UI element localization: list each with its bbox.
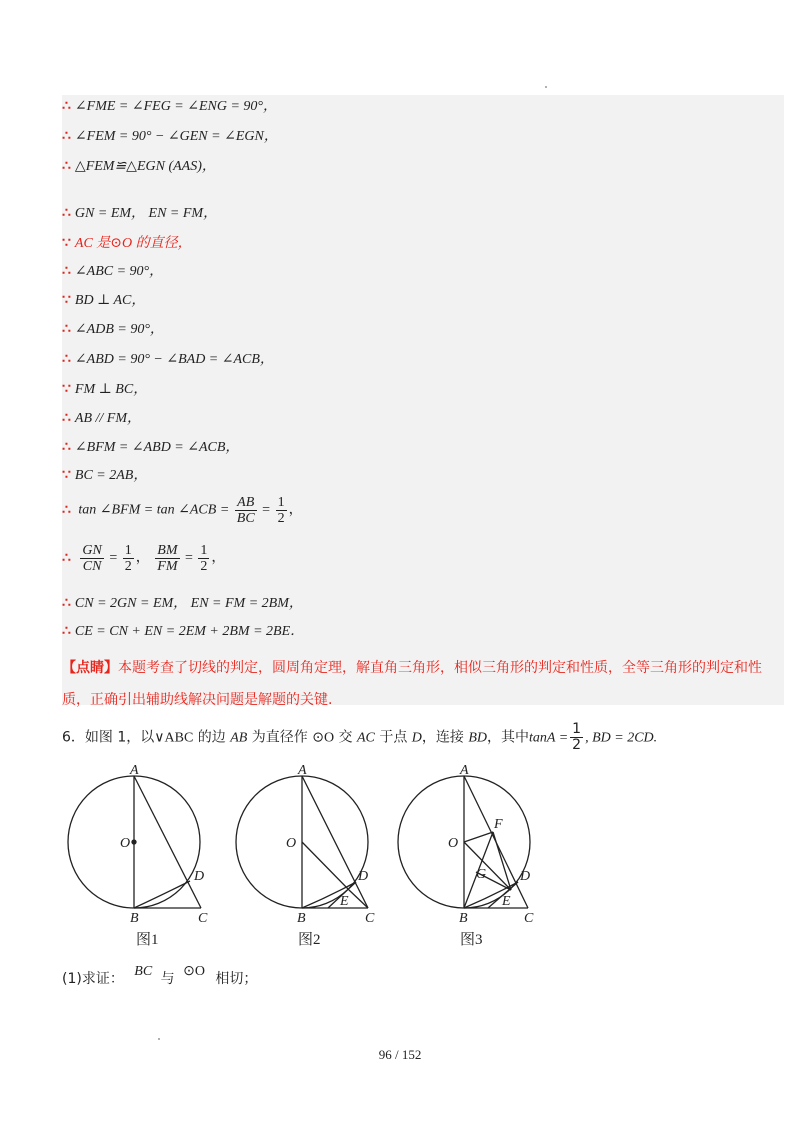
figure-2 (236, 776, 368, 908)
therefore-symbol: ∴ (62, 440, 71, 455)
proof-line (62, 410, 141, 428)
therefore-symbol: ∵ (62, 468, 71, 483)
solution-panel (62, 95, 784, 708)
fraction-gn-cn: $\frac{GN}{CN}$ (82, 543, 102, 574)
svg-text:C: C (365, 911, 375, 926)
therefore-symbol: ∴ (62, 206, 71, 221)
proof-line (62, 263, 163, 281)
svg-text:B: B (297, 911, 306, 926)
therefore-symbol: ∴ (62, 159, 71, 174)
figure-3-labels (448, 763, 534, 948)
geometry-figures (66, 762, 546, 952)
caption-fig1: 图1 (136, 932, 159, 948)
svg-text:E: E (340, 894, 349, 909)
label-b: B (130, 911, 139, 926)
proof-text: FM ⊥ BC， (74, 382, 148, 397)
segment-bd (134, 881, 190, 908)
therefore-symbol: ∴ (62, 264, 71, 279)
proof-text: ∠ADB = 90°， (74, 322, 164, 337)
tan-expression: tan ∠BFM = tan ∠ACB = (78, 502, 230, 518)
proof-text: ∠ABD = 90° − ∠BAD = ∠ACB， (74, 352, 274, 367)
svg-text:F: F (494, 817, 503, 832)
therefore-symbol: ∴ (62, 624, 71, 639)
comment-note (62, 652, 778, 716)
figure-1-labels (120, 763, 208, 948)
proof-line (62, 439, 239, 457)
svg-text:图2: 图2 (298, 932, 321, 948)
therefore-symbol: ∴ (62, 596, 71, 611)
proof-text: ∠FME = ∠FEG = ∠ENG = 90°， (74, 99, 278, 114)
fraction-1-2: $\frac{1}{2}$ (277, 495, 285, 526)
proof-line (62, 235, 192, 253)
final-text: CE = CN + EN = 2EM + 2BM = 2BE． (74, 624, 305, 639)
therefore-symbol: ∴ (62, 352, 71, 367)
figure-1 (68, 776, 201, 908)
final-line (62, 595, 303, 613)
proof-line (62, 158, 216, 176)
fraction-ab-bc: $\frac{AB}{BC}$ (236, 495, 255, 526)
therefore-symbol: ∴ (62, 99, 71, 114)
proof-line (62, 321, 164, 339)
center-point (132, 840, 136, 844)
fraction-tan: $\frac{1}{2}$ (572, 721, 582, 753)
proof-line (62, 205, 217, 223)
svg-text:D: D (520, 869, 531, 884)
fraction-half-2: $\frac{1}{2}$ (200, 543, 208, 574)
fraction-half-1: $\frac{1}{2}$ (124, 543, 132, 574)
proof-text: △FEM≌△EGN (AAS)， (74, 159, 216, 174)
label-c: C (198, 911, 208, 926)
svg-text:O: O (448, 836, 459, 851)
question-6: 6．如图 1，以∨ABC 的边 AB 为直径作 ⊙O 交 AC 于点 D，连接 BD，其中tanA = $\frac{1}{2}$ , BD = 2CD. (62, 721, 658, 753)
proof-text: ∠ABC = 90°， (74, 264, 164, 279)
svg-text:A: A (460, 763, 469, 778)
comment-text: 本题考查了切线的判定，圆周角定理，解直角三角形，相似三角形的判定和性质，全等三角形的判定和性质，正确引出辅助线解决问题是解题的关键. (62, 660, 762, 708)
svg-text:O: O (286, 836, 297, 851)
segment-ac (134, 776, 201, 908)
therefore-symbol: ∵ (62, 293, 71, 308)
figure-2-labels (286, 763, 375, 948)
proof-line (62, 381, 147, 399)
comment-tag: 【点睛】 (62, 660, 118, 676)
label-o: O (120, 836, 131, 851)
therefore-symbol: ∵ (62, 382, 71, 397)
proof-text: AC 是⊙O 的直径， (74, 236, 192, 251)
final-line (62, 623, 304, 641)
svg-text:B: B (459, 911, 468, 926)
proof-text: BC = 2AB， (74, 468, 148, 483)
figure-3 (398, 776, 530, 908)
svg-text:C: C (524, 911, 534, 926)
final-text: CN = 2GN = EM， EN = FM = 2BM， (74, 596, 303, 611)
proof-text: ∠FEM = 90° − ∠GEN = ∠EGN， (74, 129, 278, 144)
therefore-symbol: ∴ (62, 411, 71, 426)
proof-text: ∠BFM = ∠ABD = ∠ACB， (74, 440, 240, 455)
proof-line (62, 98, 277, 116)
svg-text:D: D (358, 869, 369, 884)
proof-line (62, 351, 274, 369)
therefore-symbol: ∵ (62, 236, 71, 251)
tan-line: ∴ tan ∠BFM = tan ∠ACB = $\frac{AB}{BC}$ = $\frac{1}{2}$ ， (62, 495, 303, 526)
label-a: A (130, 763, 139, 778)
proof-text: AB // FM， (74, 411, 142, 426)
proof-line (62, 467, 147, 485)
proof-text: BD ⊥ AC， (74, 293, 146, 308)
page-number: 96 / 152 (378, 1047, 422, 1062)
therefore-symbol: ∴ (62, 322, 71, 337)
therefore-symbol: ∴ (62, 129, 71, 144)
svg-text:E: E (502, 894, 511, 909)
svg-text:G: G (476, 867, 487, 882)
fraction-bm-fm: $\frac{BM}{FM}$ (157, 543, 178, 574)
proof-text: GN = EM， EN = FM， (74, 206, 218, 221)
ratio-line: ∴ $\frac{GN}{CN}$ = $\frac{1}{2}$ ， $\frac{BM}{FM}$ = $\frac{1}{2}$ ， (62, 543, 226, 574)
proof-line (62, 292, 145, 310)
svg-text:图3: 图3 (460, 932, 483, 948)
sub-question-1: (1)求证： BC 与 ⊙O 相切； (62, 964, 258, 987)
proof-line (62, 128, 278, 146)
svg-text:A: A (298, 763, 307, 778)
label-d: D (194, 869, 205, 884)
